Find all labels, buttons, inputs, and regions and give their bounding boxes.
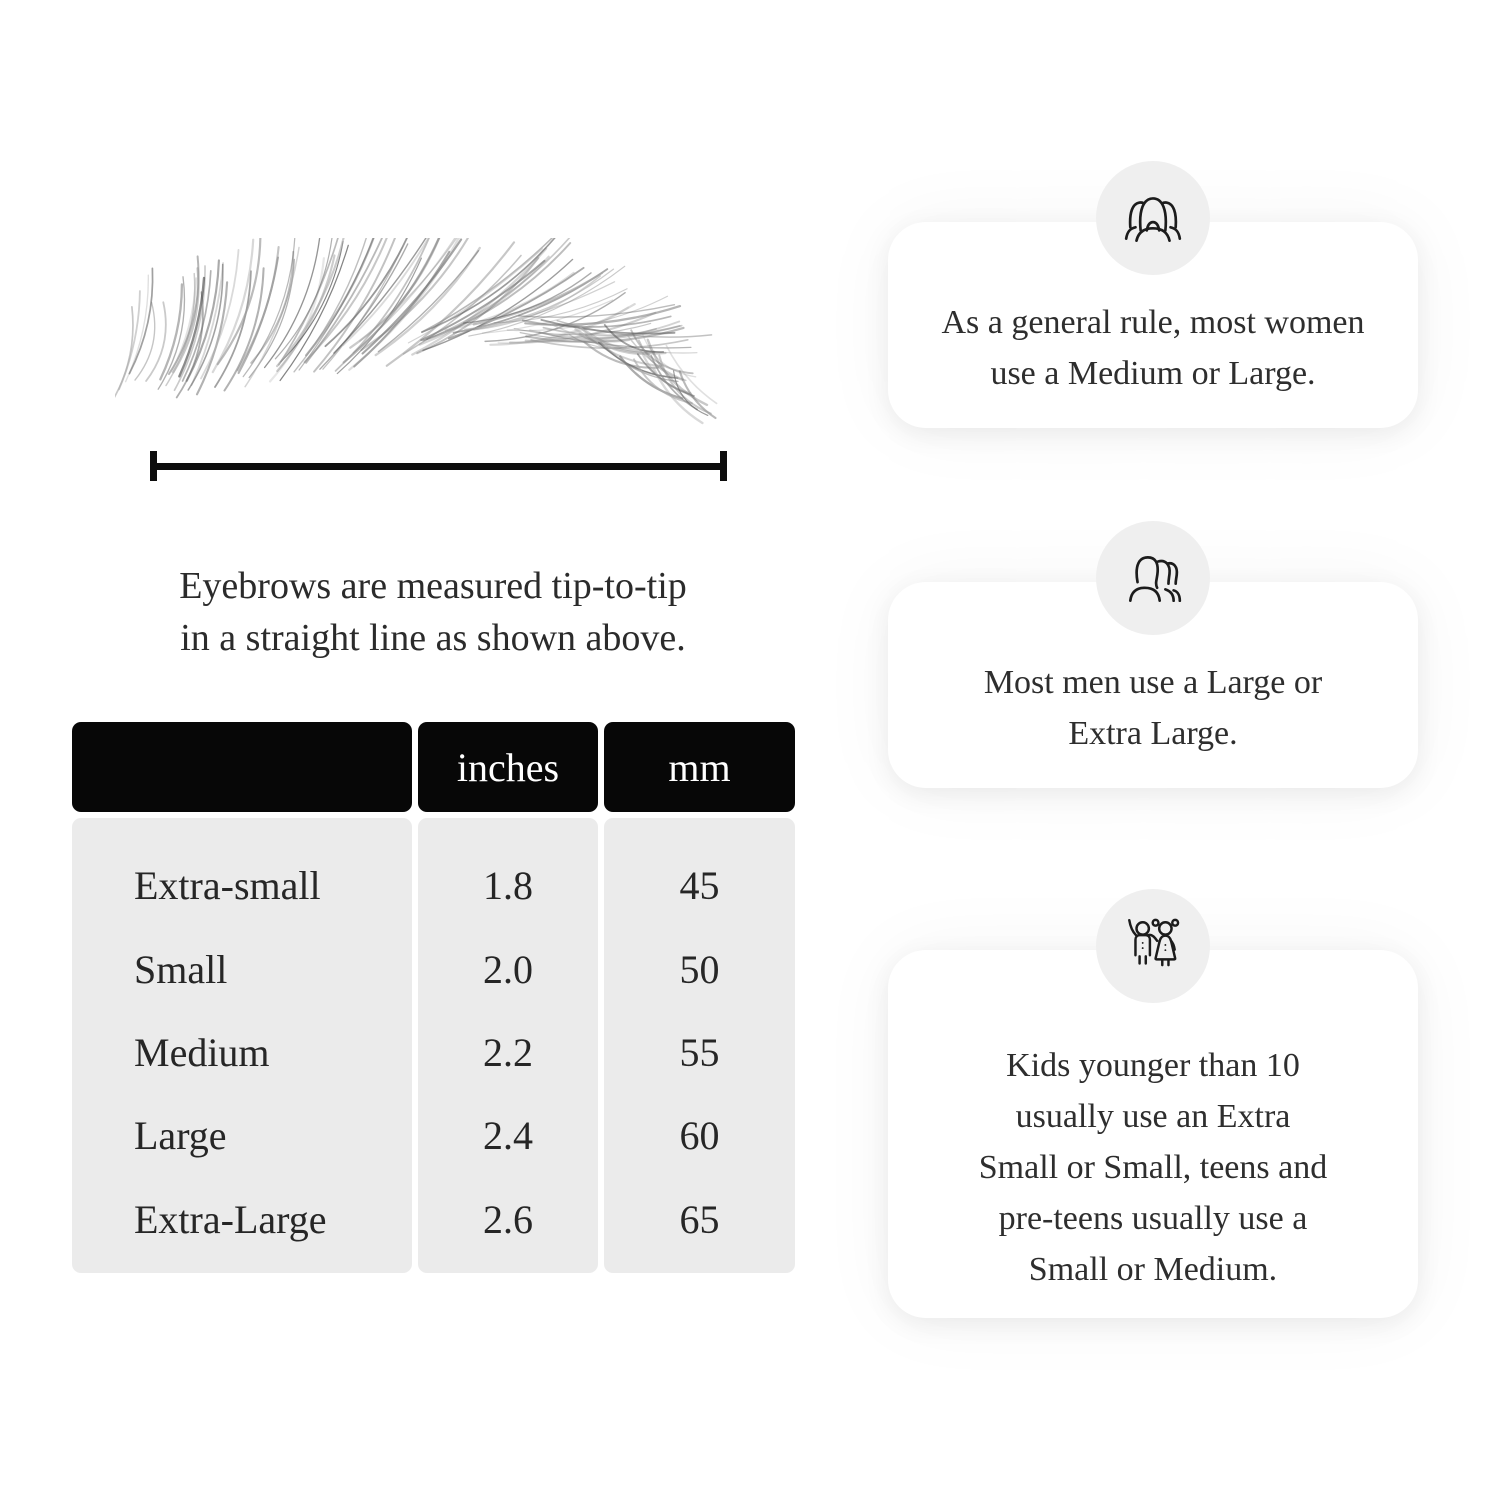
size-row-label: Medium [134, 1029, 270, 1075]
size-row-mm: 45 [679, 863, 720, 909]
card-text-line: Kids younger than 10 [1006, 1046, 1300, 1084]
card-text-line: Most men use a Large or [983, 664, 1323, 701]
size-table-body-inches [418, 818, 598, 1273]
size-row-mm: 60 [679, 1113, 720, 1159]
card-text-line: Small or Small, teens and [978, 1148, 1328, 1186]
icon-circle [1096, 521, 1210, 635]
size-table-column-name [72, 722, 412, 1273]
size-table-header-inches: inches [418, 722, 598, 812]
size-row-label: Large [134, 1113, 227, 1159]
size-row-label: Extra-Large [134, 1196, 327, 1242]
size-row-label: Extra-small [134, 863, 321, 909]
measurement-line-left-tick [150, 451, 157, 481]
info-card-women [888, 222, 1418, 428]
size-row-inches: 2.0 [483, 946, 533, 992]
info-card-kids [888, 950, 1418, 1318]
size-row-mm: 55 [679, 1029, 720, 1075]
eyebrow-illustration [115, 238, 740, 458]
size-row-inches: 2.4 [483, 1113, 533, 1159]
info-card-kids-text [888, 950, 1418, 1318]
size-table-body-mm [604, 818, 795, 1273]
measurement-caption-line1: Eyebrows are measured tip-to-tip [179, 565, 687, 607]
card-text-line: Extra Large. [1068, 715, 1238, 752]
size-row-label: Small [134, 946, 228, 992]
icon-circle [1096, 161, 1210, 275]
card-text-line: Small or Medium. [1028, 1250, 1278, 1288]
card-text-line: usually use an Extra [1015, 1097, 1291, 1135]
women-group-icon [1120, 185, 1186, 251]
size-table-column-inches [418, 722, 598, 1273]
size-table-header-mm: mm [604, 722, 795, 812]
card-text-line: use a Medium or Large. [990, 355, 1316, 392]
size-table-column-mm [604, 722, 795, 1273]
size-row-inches: 2.2 [483, 1029, 533, 1075]
size-table-body-name [72, 818, 412, 1273]
measurement-caption [118, 560, 748, 665]
measurement-line-bar [157, 463, 720, 470]
children-icon [1120, 913, 1186, 979]
info-card-men [888, 582, 1418, 788]
men-group-icon [1120, 545, 1186, 611]
measurement-line-right-tick [720, 451, 727, 481]
icon-circle [1096, 889, 1210, 1003]
size-row-mm: 65 [679, 1196, 720, 1242]
size-row-inches: 2.6 [483, 1196, 533, 1242]
measurement-caption-line2: in a straight line as shown above. [180, 617, 686, 660]
size-row-inches: 1.8 [483, 863, 533, 909]
card-text-line: As a general rule, most women [941, 304, 1365, 341]
card-text-line: pre-teens usually use a [998, 1199, 1308, 1237]
measurement-line [150, 451, 727, 481]
size-row-mm: 50 [679, 946, 720, 992]
size-table-header-name [72, 722, 412, 812]
